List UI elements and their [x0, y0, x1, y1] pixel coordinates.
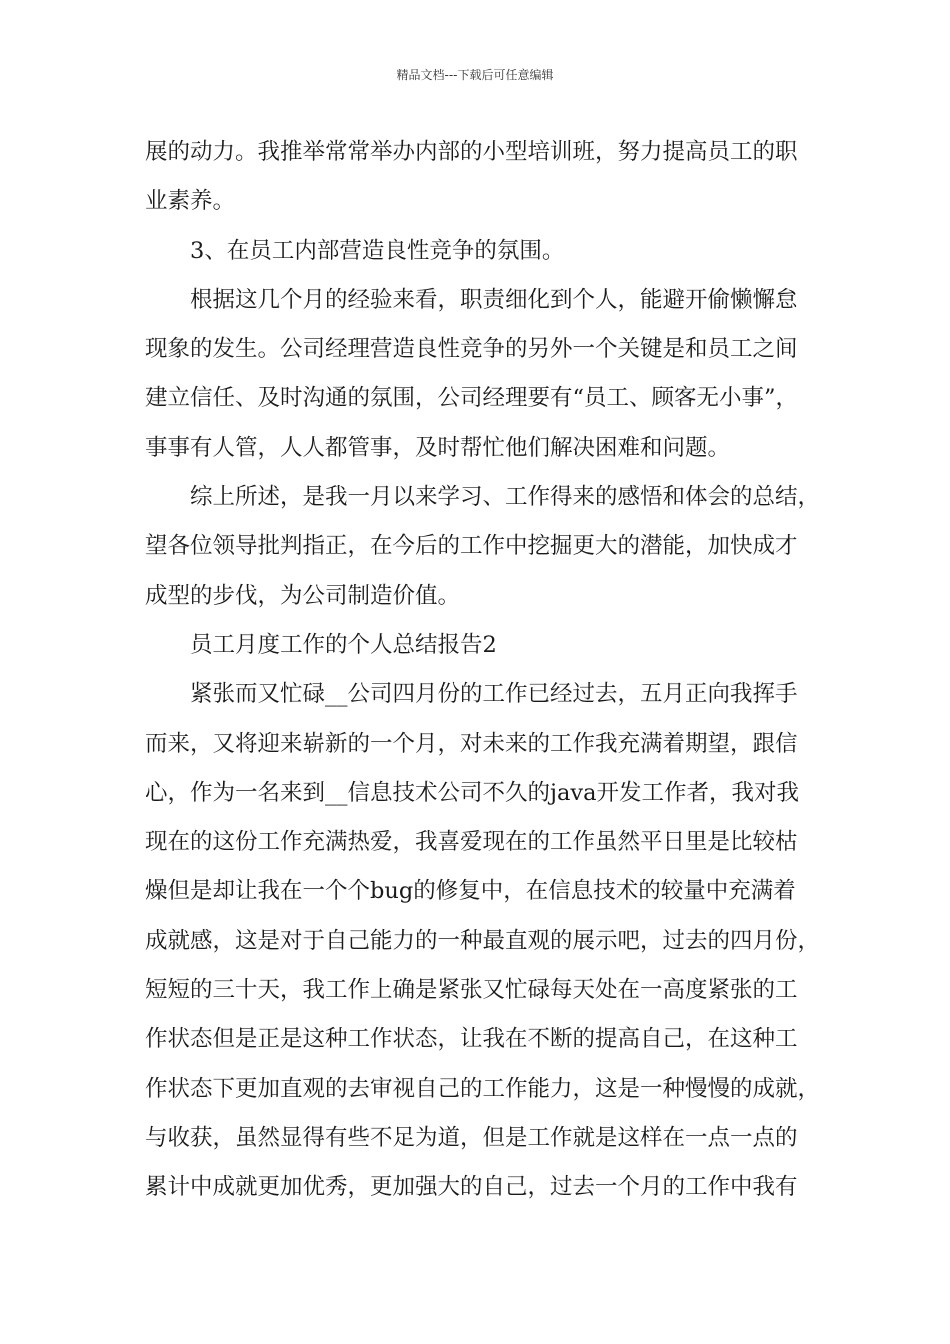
text-line: 业素养。 [145, 188, 236, 215]
text-line: 心，作为一名来到__信息技术公司不久的java开发工作者，我对我 [145, 779, 800, 806]
text-line: 建立信任、及时沟通的氛围，公司经理要有“员工、顾客无小事”， [145, 385, 799, 412]
text-line: 作状态但是正是这种工作状态，让我在不断的提高自己，在这种工 [145, 1026, 798, 1053]
text-line: 成就感，这是对于自己能力的一种最直观的展示吧，过去的四月份， [145, 927, 821, 954]
text-line: 综上所述，是我一月以来学习、工作得来的感悟和体会的总结， [190, 484, 821, 511]
text-line: 事事有人管，人人都管事，及时帮忙他们解决困难和问题。 [145, 434, 731, 461]
text-line: 累计中成就更加优秀，更加强大的自己，过去一个月的工作中我有 [145, 1174, 798, 1201]
section-heading: 员工月度工作的个人总结报告2 [190, 631, 497, 658]
text-line: 紧张而又忙碌__公司四月份的工作已经过去，五月正向我挥手 [190, 681, 798, 708]
text-line: 燥但是却让我在一个个bug的修复中，在信息技术的较量中充满着 [145, 878, 796, 905]
text-line: 与收获，虽然显得有些不足为道，但是工作就是这样在一点一点的 [145, 1124, 798, 1151]
text-line: 望各位领导批判指正，在今后的工作中挖掘更大的潜能，加快成才 [145, 533, 798, 560]
text-line: 根据这几个月的经验来看，职责细化到个人，能避开偷懒懈怠 [190, 286, 798, 313]
text-line: 展的动力。我推举常常举办内部的小型培训班，努力提高员工的职 [145, 139, 798, 165]
page-header: 精品文档---下载后可任意编辑 [396, 68, 554, 82]
text-line: 短短的三十天，我工作上确是紧张又忙碌每天处在一高度紧张的工 [145, 977, 798, 1004]
text-line: 作状态下更加直观的去审视自己的工作能力，这是一种慢慢的成就， [145, 1075, 821, 1102]
text-line: 3、在员工内部营造良性竞争的氛围。 [190, 237, 565, 264]
text-line: 现象的发生。公司经理营造良性竞争的另外一个关键是和员工之间 [145, 336, 798, 363]
text-line: 成型的步伐，为公司制造价值。 [145, 582, 461, 609]
text-line: 而来，又将迎来崭新的一个月，对未来的工作我充满着期望，跟信 [145, 730, 798, 757]
document-body [145, 128, 821, 1213]
text-line: 现在的这份工作充满热爱，我喜爱现在的工作虽然平日里是比较枯 [145, 829, 798, 856]
